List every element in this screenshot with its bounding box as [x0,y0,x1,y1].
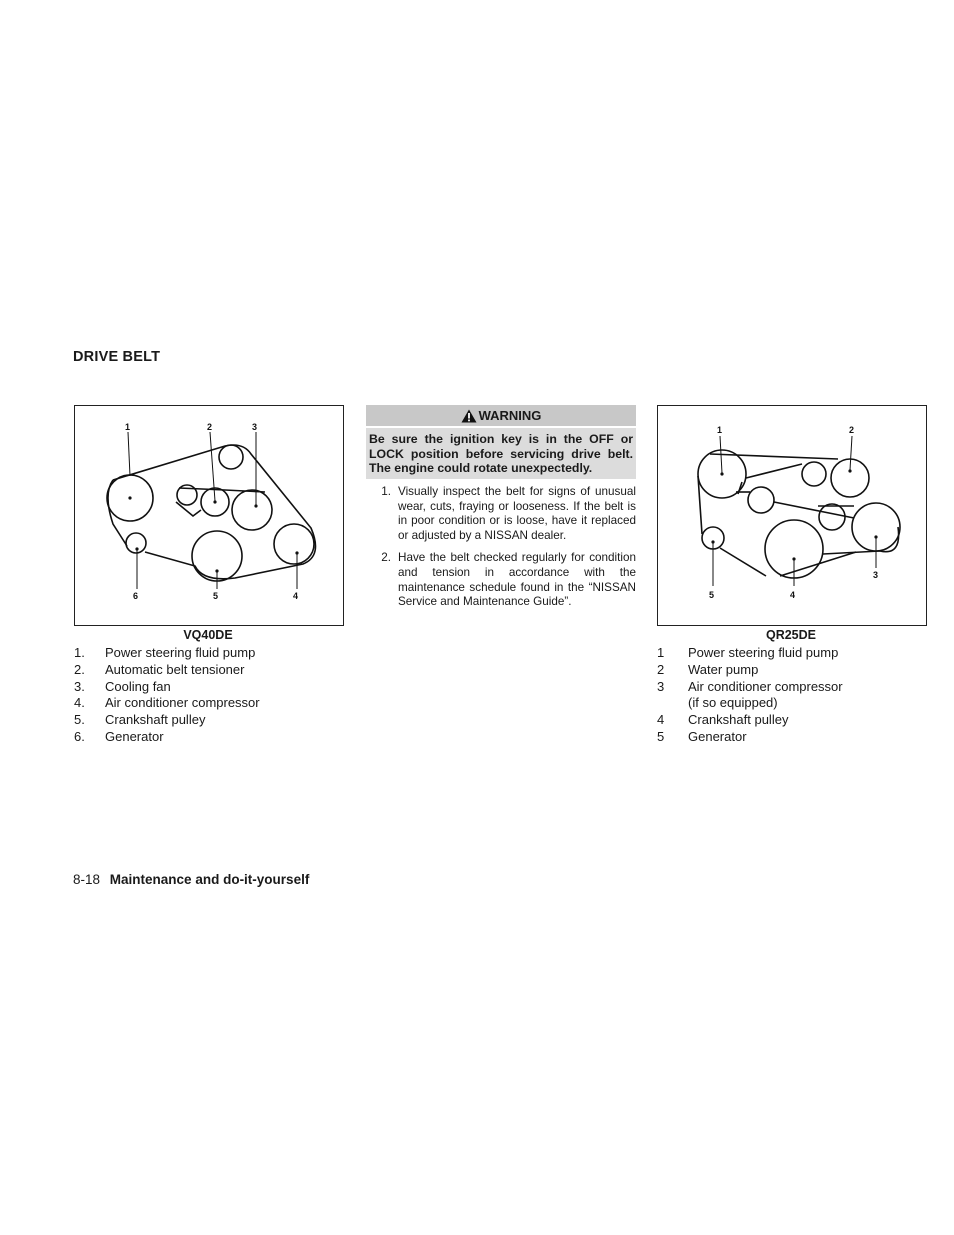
step-text: Have the belt checked regularly for condition and tension in accordance with the maintenance schedule found in the “NISSAN Service and Maintenance Guide”. [398,551,636,609]
callout-4: 4 [790,590,796,600]
section-title: DRIVE BELT [73,349,161,365]
legend-text: Generator [105,728,164,744]
legend-text: Air conditioner compressor [688,678,843,694]
legend-number: 1. [74,645,85,660]
legend-number: 5. [74,712,85,728]
legend-text: Power steering fluid pump [688,645,839,660]
vq40de-belt-diagram [74,405,344,626]
legend-item [74,645,342,662]
legend-item [74,695,342,712]
step-item [366,551,636,609]
legend-number: 5 [657,728,665,744]
legend-text: Automatic belt tensioner [105,661,245,677]
legend-text: Water pump [688,661,759,677]
legend-item [657,695,925,712]
step-number: 1. [381,485,391,498]
inspection-steps [366,485,636,618]
callout-2: 2 [849,425,855,435]
qr25de-belt-routing [658,406,926,625]
warning-header [366,405,636,426]
legend-text: Generator [688,728,747,744]
warning-icon [461,409,477,423]
legend-text: Crankshaft pulley [105,712,206,728]
callout-4: 4 [293,591,299,601]
legend-text: Cooling fan [105,678,171,694]
step-number: 2. [381,551,391,565]
callout-1: 1 [717,425,723,435]
qr25de-caption: QR25DE [765,628,817,642]
legend-number: 4 [657,712,665,728]
warning-title: WARNING [478,408,542,423]
legend-number: 6. [74,728,85,744]
pulley-cooling-fan [232,490,272,530]
legend-text: Crankshaft pulley [688,712,789,728]
vq40de-belt-routing [75,406,343,625]
page-number: 8-18 [73,872,101,887]
legend-number: 2. [74,661,85,677]
legend-item [74,729,342,746]
legend-item [657,645,925,662]
vq40de-caption: VQ40DE [183,628,233,642]
page-footer [73,872,309,887]
warning-text: Be sure the ignition key is in the OFF or LOCK position before servicing drive belt. The engine could rotate unexpectedly. [366,428,636,479]
legend-number: 1 [657,645,665,660]
pulley-idler-mid [748,487,774,513]
callout-3: 3 [252,422,258,432]
callout-1: 1 [125,422,131,432]
callout-5: 5 [213,591,219,601]
qr25de-legend [657,645,925,746]
legend-number: 3 [657,678,665,694]
callout-3: 3 [873,570,879,580]
callout-2: 2 [207,422,213,432]
step-text: Visually inspect the belt for signs of unusual wear, cuts, fraying or looseness. If the belt is in poor condition or is loose, have it replaced or adjusted by a NISSAN dealer. [398,485,636,542]
legend-number: 4. [74,695,85,711]
callout-6: 6 [133,591,139,601]
step-item [366,485,636,543]
qr25de-belt-diagram [657,405,927,626]
legend-item [74,712,342,729]
legend-item [657,729,925,746]
legend-number: 2 [657,661,665,677]
pulley-idler-top [802,462,826,486]
legend-item [657,712,925,729]
footer-section: Maintenance and do-it-yourself [109,872,310,887]
pulley-idler-right [819,504,845,530]
legend-item [657,679,925,696]
legend-number [657,695,688,712]
pulley-idler-top [219,445,243,469]
legend-item [74,662,342,679]
legend-item [657,662,925,679]
legend-text: Air conditioner compressor [105,695,260,711]
legend-text: (if so equipped) [688,695,778,711]
warning-box [366,405,636,479]
pulley-ac-compressor [274,524,314,564]
legend-item [74,679,342,696]
vq40de-legend [74,645,342,746]
legend-number: 3. [74,678,85,694]
legend-text: Power steering fluid pump [105,645,256,660]
callout-5: 5 [709,590,715,600]
belt [108,445,316,579]
